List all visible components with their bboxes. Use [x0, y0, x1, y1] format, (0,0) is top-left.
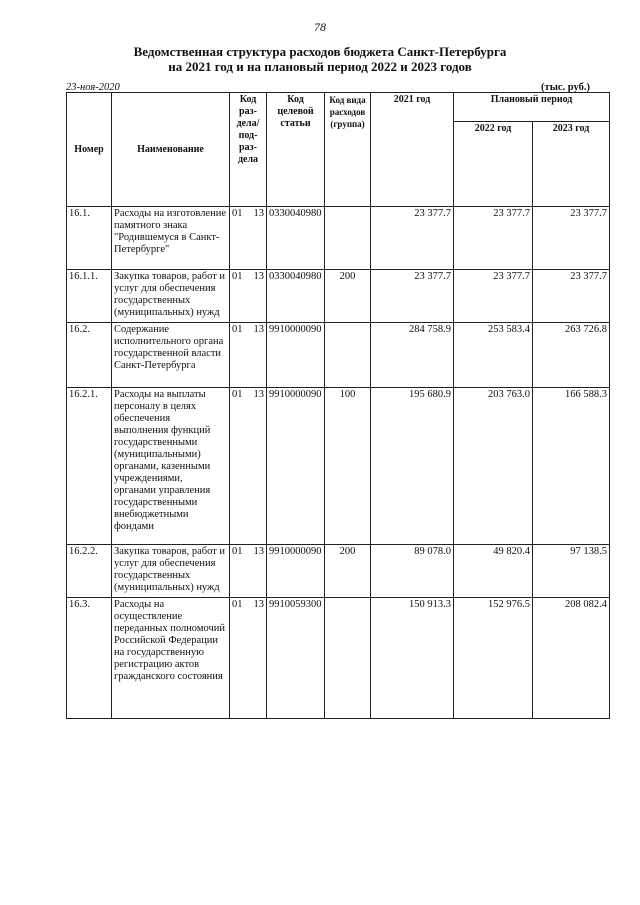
header-number: Номер [67, 93, 112, 207]
row-target-code: 0330040980 [267, 270, 325, 323]
row-razdel: 01 [230, 598, 244, 719]
row-value-2023: 23 377.7 [533, 270, 610, 323]
row-vid-code: 200 [325, 545, 371, 598]
row-number: 16.2.2. [67, 545, 112, 598]
row-target-code: 9910000090 [267, 545, 325, 598]
title-line-2: на 2021 год и на плановый период 2022 и 2023 годов [168, 59, 472, 74]
budget-table [66, 92, 610, 719]
row-razdel: 01 [230, 545, 244, 598]
header-2023: 2023 год [533, 122, 610, 207]
document-date: 23-ноя-2020 [66, 82, 120, 93]
row-value-2022: 203 763.0 [454, 388, 533, 545]
table-row [67, 545, 610, 598]
units-label: (тыс. руб.) [541, 82, 590, 93]
row-vid-code [325, 323, 371, 388]
row-value-2021: 284 758.9 [371, 323, 454, 388]
row-number: 16.2.1. [67, 388, 112, 545]
row-number: 16.1. [67, 207, 112, 270]
row-number: 16.1.1. [67, 270, 112, 323]
row-value-2023: 263 726.8 [533, 323, 610, 388]
row-podrazdel: 13 [244, 388, 267, 545]
row-value-2023: 166 588.3 [533, 388, 610, 545]
row-value-2023: 23 377.7 [533, 207, 610, 270]
table-row [67, 323, 610, 388]
row-razdel: 01 [230, 207, 244, 270]
row-podrazdel: 13 [244, 270, 267, 323]
header-2021: 2021 год [371, 93, 454, 207]
row-value-2021: 89 078.0 [371, 545, 454, 598]
row-value-2021: 195 680.9 [371, 388, 454, 545]
title-line-1: Ведомственная структура расходов бюджета Санкт-Петербурга [133, 44, 507, 59]
row-podrazdel: 13 [244, 545, 267, 598]
header-name: Наименование [112, 93, 230, 207]
row-name: Расходы на изготовление памятного знака "Родившемуся в Санкт-Петербурге" [112, 207, 230, 270]
row-value-2022: 152 976.5 [454, 598, 533, 719]
row-podrazdel: 13 [244, 598, 267, 719]
row-value-2021: 23 377.7 [371, 270, 454, 323]
row-vid-code [325, 207, 371, 270]
row-name: Расходы на выплаты персоналу в целях обеспечения выполнения функций государственными (муниципальными) органами, казенными учреждениями, органами управления государственными внебюджетными фондами [112, 388, 230, 545]
document-title [0, 44, 640, 74]
row-razdel: 01 [230, 270, 244, 323]
row-target-code: 9910059300 [267, 598, 325, 719]
row-value-2022: 49 820.4 [454, 545, 533, 598]
row-vid-code: 200 [325, 270, 371, 323]
row-podrazdel: 13 [244, 323, 267, 388]
page-number: 78 [314, 20, 326, 34]
row-name: Содержание исполнительного органа государственной власти Санкт-Петербурга [112, 323, 230, 388]
row-vid-code: 100 [325, 388, 371, 545]
row-razdel: 01 [230, 323, 244, 388]
row-target-code: 9910000090 [267, 388, 325, 545]
header-razdel: Код раз- дела/ под- раз- дела [230, 93, 267, 207]
table-row [67, 598, 610, 719]
row-name: Расходы на осуществление переданных полномочий Российской Федерации на государственную регистрацию актов гражданского состояния [112, 598, 230, 719]
row-value-2023: 97 138.5 [533, 545, 610, 598]
row-razdel: 01 [230, 388, 244, 545]
header-target: Код целевой статьи [267, 93, 325, 207]
table-row [67, 207, 610, 270]
row-value-2021: 150 913.3 [371, 598, 454, 719]
row-vid-code [325, 598, 371, 719]
row-number: 16.2. [67, 323, 112, 388]
header-vid: Код вида расходов (группа) [325, 93, 371, 207]
table-row [67, 388, 610, 545]
row-value-2021: 23 377.7 [371, 207, 454, 270]
header-plan-period: Плановый период [454, 93, 610, 122]
row-number: 16.3. [67, 598, 112, 719]
row-podrazdel: 13 [244, 207, 267, 270]
row-value-2023: 208 082.4 [533, 598, 610, 719]
row-target-code: 0330040980 [267, 207, 325, 270]
row-name: Закупка товаров, работ и услуг для обеспечения государственных (муниципальных) нужд [112, 545, 230, 598]
table-row [67, 270, 610, 323]
row-value-2022: 253 583.4 [454, 323, 533, 388]
row-value-2022: 23 377.7 [454, 270, 533, 323]
row-name: Закупка товаров, работ и услуг для обеспечения государственных (муниципальных) нужд [112, 270, 230, 323]
header-2022: 2022 год [454, 122, 533, 207]
row-value-2022: 23 377.7 [454, 207, 533, 270]
row-target-code: 9910000090 [267, 323, 325, 388]
